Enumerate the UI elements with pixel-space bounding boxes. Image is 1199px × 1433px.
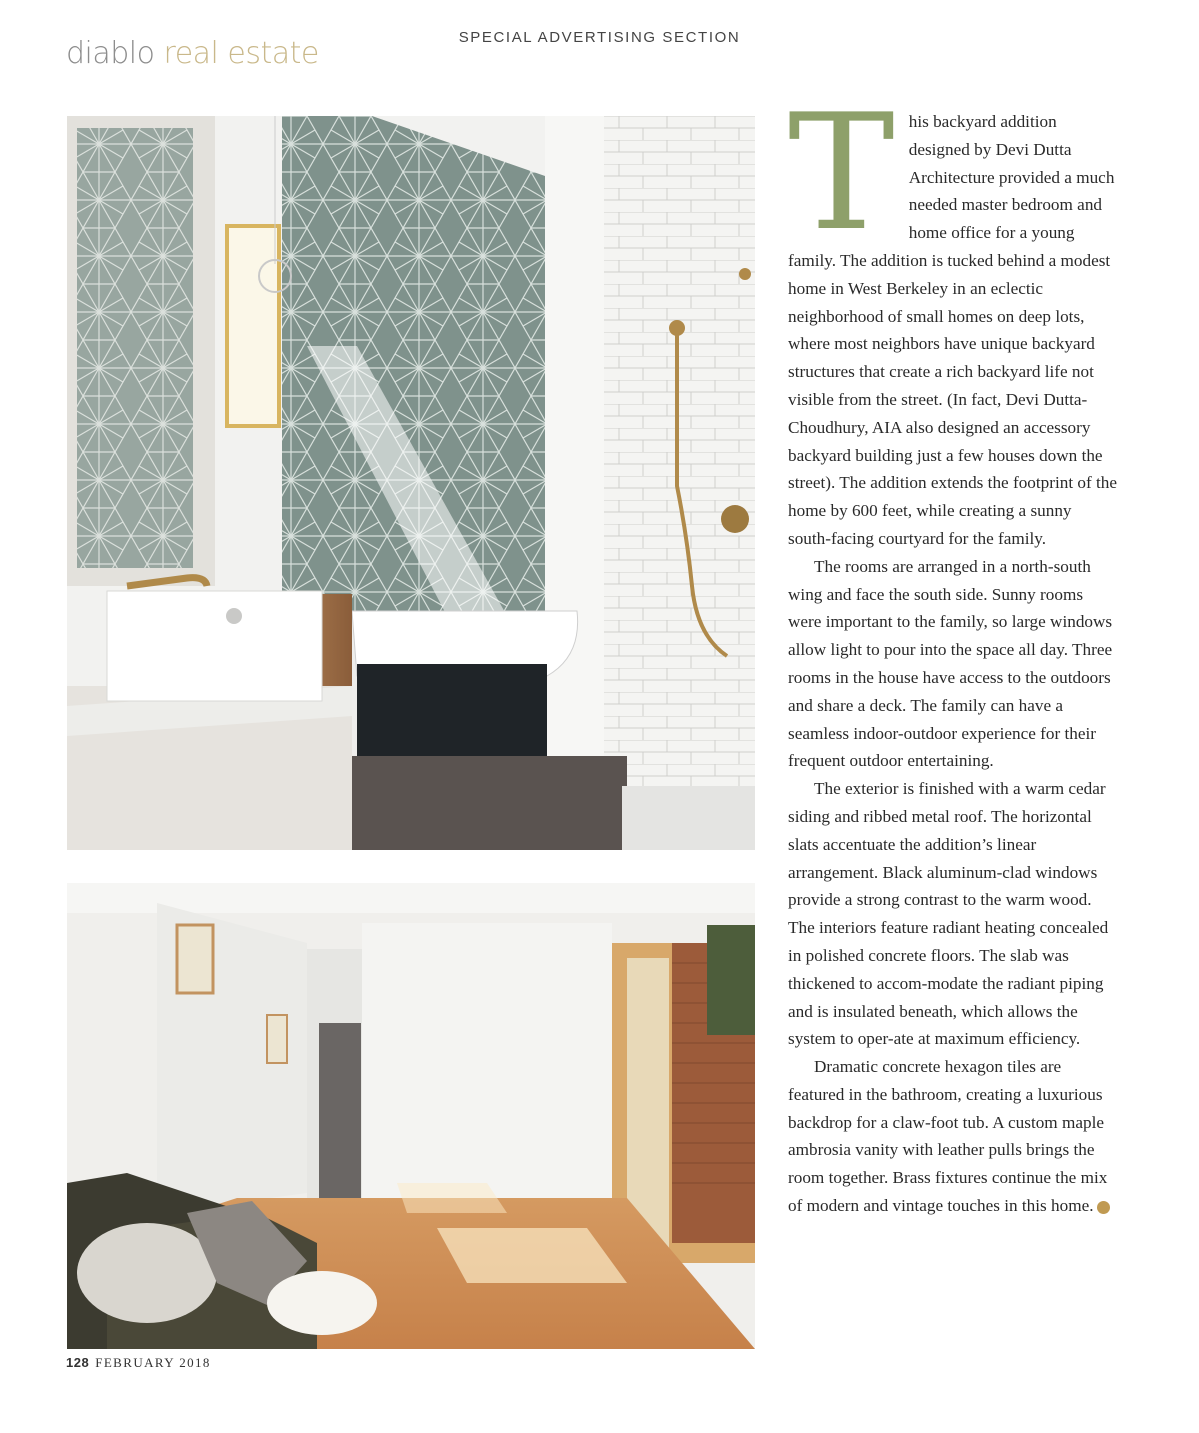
issue-date: FEBRUARY 2018 xyxy=(95,1355,211,1370)
article-body xyxy=(788,79,1128,1220)
logo-word-diablo: diablo xyxy=(66,36,155,71)
drop-cap: T xyxy=(788,79,895,266)
bedroom-photo xyxy=(67,883,755,1349)
paragraph-text: his backyard addition designed by Devi Dutta Architecture provided a much needed master bedroom and home office for a young family. The addition is tucked behind a modest home in West Berkeley in an eclectic neighborhood of small homes on deep lots, where most neighbors have unique backyard structures that create a rich backyard life not visible from the street. (In fact, Devi Dutta-Choudhury, AIA also designed an accessory backyard building just a few houses down the street). The addition extends the footprint of the home by 600 feet, while creating a sunny south-facing courtyard for the family. xyxy=(788,112,1118,548)
article-paragraph-2: The rooms are arranged in a north-south wing and face the south side. Sunny rooms were important to the family, so large windows allow light to pour into the space all day. Three rooms in the house have access to the outdoors and share a deck. The family can have a seamless indoor-outdoor experience for their frequent outdoor entertaining. xyxy=(788,556,1113,771)
bathroom-photo xyxy=(67,116,755,850)
article-paragraph-4 xyxy=(788,1053,1128,1220)
section-label: SPECIAL ADVERTISING SECTION xyxy=(458,29,741,46)
page-footer xyxy=(66,1355,211,1371)
paragraph-text: Dramatic concrete hexagon tiles are featured in the bathroom, creating a luxurious backdrop for a claw-foot tub. A custom maple ambrosia vanity with leather pulls brings the room together. Brass fixtures continue the mix of modern and vintage touches in this home. xyxy=(788,1057,1108,1216)
article-paragraph-3: The exterior is finished with a warm cedar siding and ribbed metal roof. The horizontal slats accentuate the addition’s linear arrangement. Black aluminum-clad windows provide a strong contrast to the warm wood. The interiors feature radiant heating concealed in polished concrete floors. The slab was thickened to accom-modate the radiant piping and is insulated beneath, which allows the system to oper-ate at maximum efficiency. xyxy=(788,779,1109,1049)
page-number: 128 xyxy=(66,1355,90,1370)
article-paragraph-1 xyxy=(788,79,1118,553)
end-mark-icon: d xyxy=(1097,1201,1110,1214)
logo-word-real-estate: real estate xyxy=(154,36,319,71)
